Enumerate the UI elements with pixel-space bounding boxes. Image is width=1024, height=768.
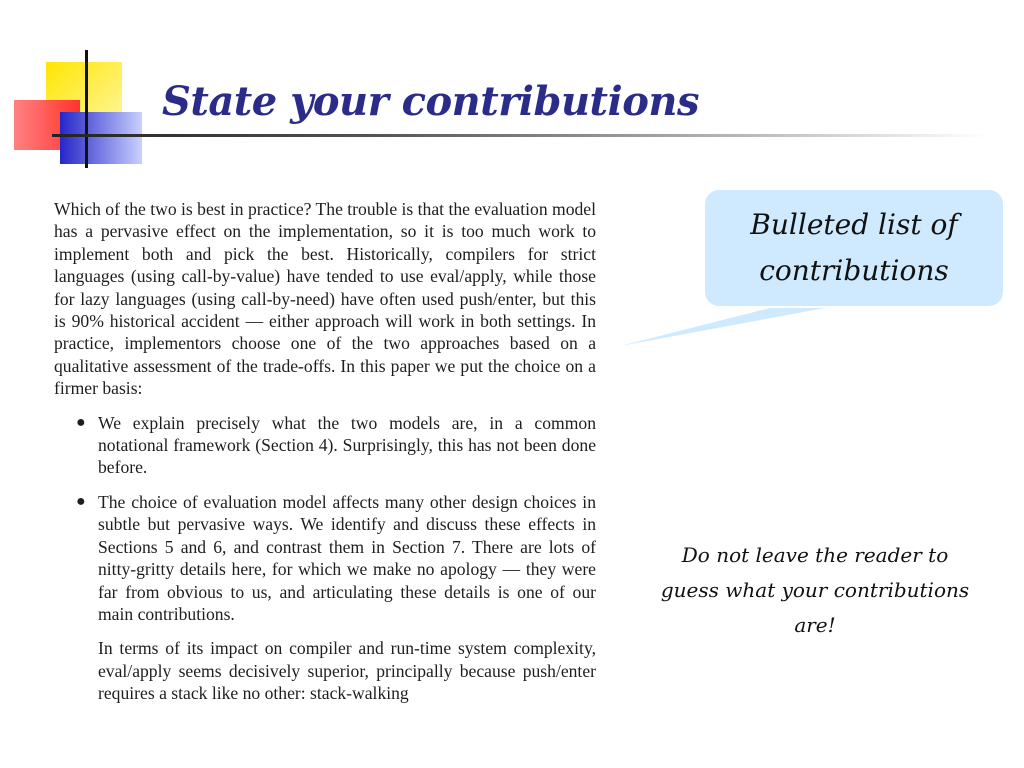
- contribution-item: [54, 412, 596, 479]
- decor-blue-square: [60, 112, 142, 164]
- callout-text: [750, 202, 957, 294]
- callout-line-1: Bulleted list of: [750, 208, 958, 241]
- contribution-list: [54, 412, 596, 626]
- paper-intro-paragraph: Which of the two is best in practice? The trouble is that the evaluation model has a pervasive effect on the implementation, so it is too much work to implement both and pick the best. Historically, compilers for strict languages (using call-by-value) have tended to use eval/apply, while those for lazy languages (using call-by-need) have often used push/enter, but this is 90% historical accident — either approach will work in both settings. In practice, implementors choose one of the two approaches based on a qualitative assessment of the trade-offs. In this paper we put the choice on a firmer basis:: [54, 199, 596, 399]
- slide-title: State your contributions: [162, 78, 700, 125]
- contribution-text: We explain precisely what the two models are, in a common notational framework (Section 4). Surprisingly, this has not been done before.: [98, 412, 596, 478]
- bullet-icon: ●: [76, 492, 86, 510]
- paper-excerpt: [54, 198, 596, 705]
- paper-continuation-paragraph: In terms of its impact on compiler and run-time system complexity, eval/apply seems decisively superior, principally because push/enter requires a stack like no other: stack-walking: [98, 638, 596, 704]
- contribution-text: The choice of evaluation model affects many other design choices in subtle but pervasive ways. We identify and discuss these effects in Sections 5 and 6, and contrast them in Section 7. There are lots of nitty-gritty details here, for which we make no apology — they were far from obvious to us, and articulating these details is one of our main contributions.: [98, 491, 596, 624]
- contribution-item: [54, 491, 596, 625]
- callout-line-2: contributions: [759, 254, 949, 287]
- decor-vertical-line: [85, 50, 88, 168]
- bullet-icon: ●: [76, 413, 86, 431]
- callout-bubble: [705, 190, 1003, 306]
- title-underline: [52, 134, 987, 137]
- slide-note: Do not leave the reader to guess what your contributions are!: [660, 543, 970, 637]
